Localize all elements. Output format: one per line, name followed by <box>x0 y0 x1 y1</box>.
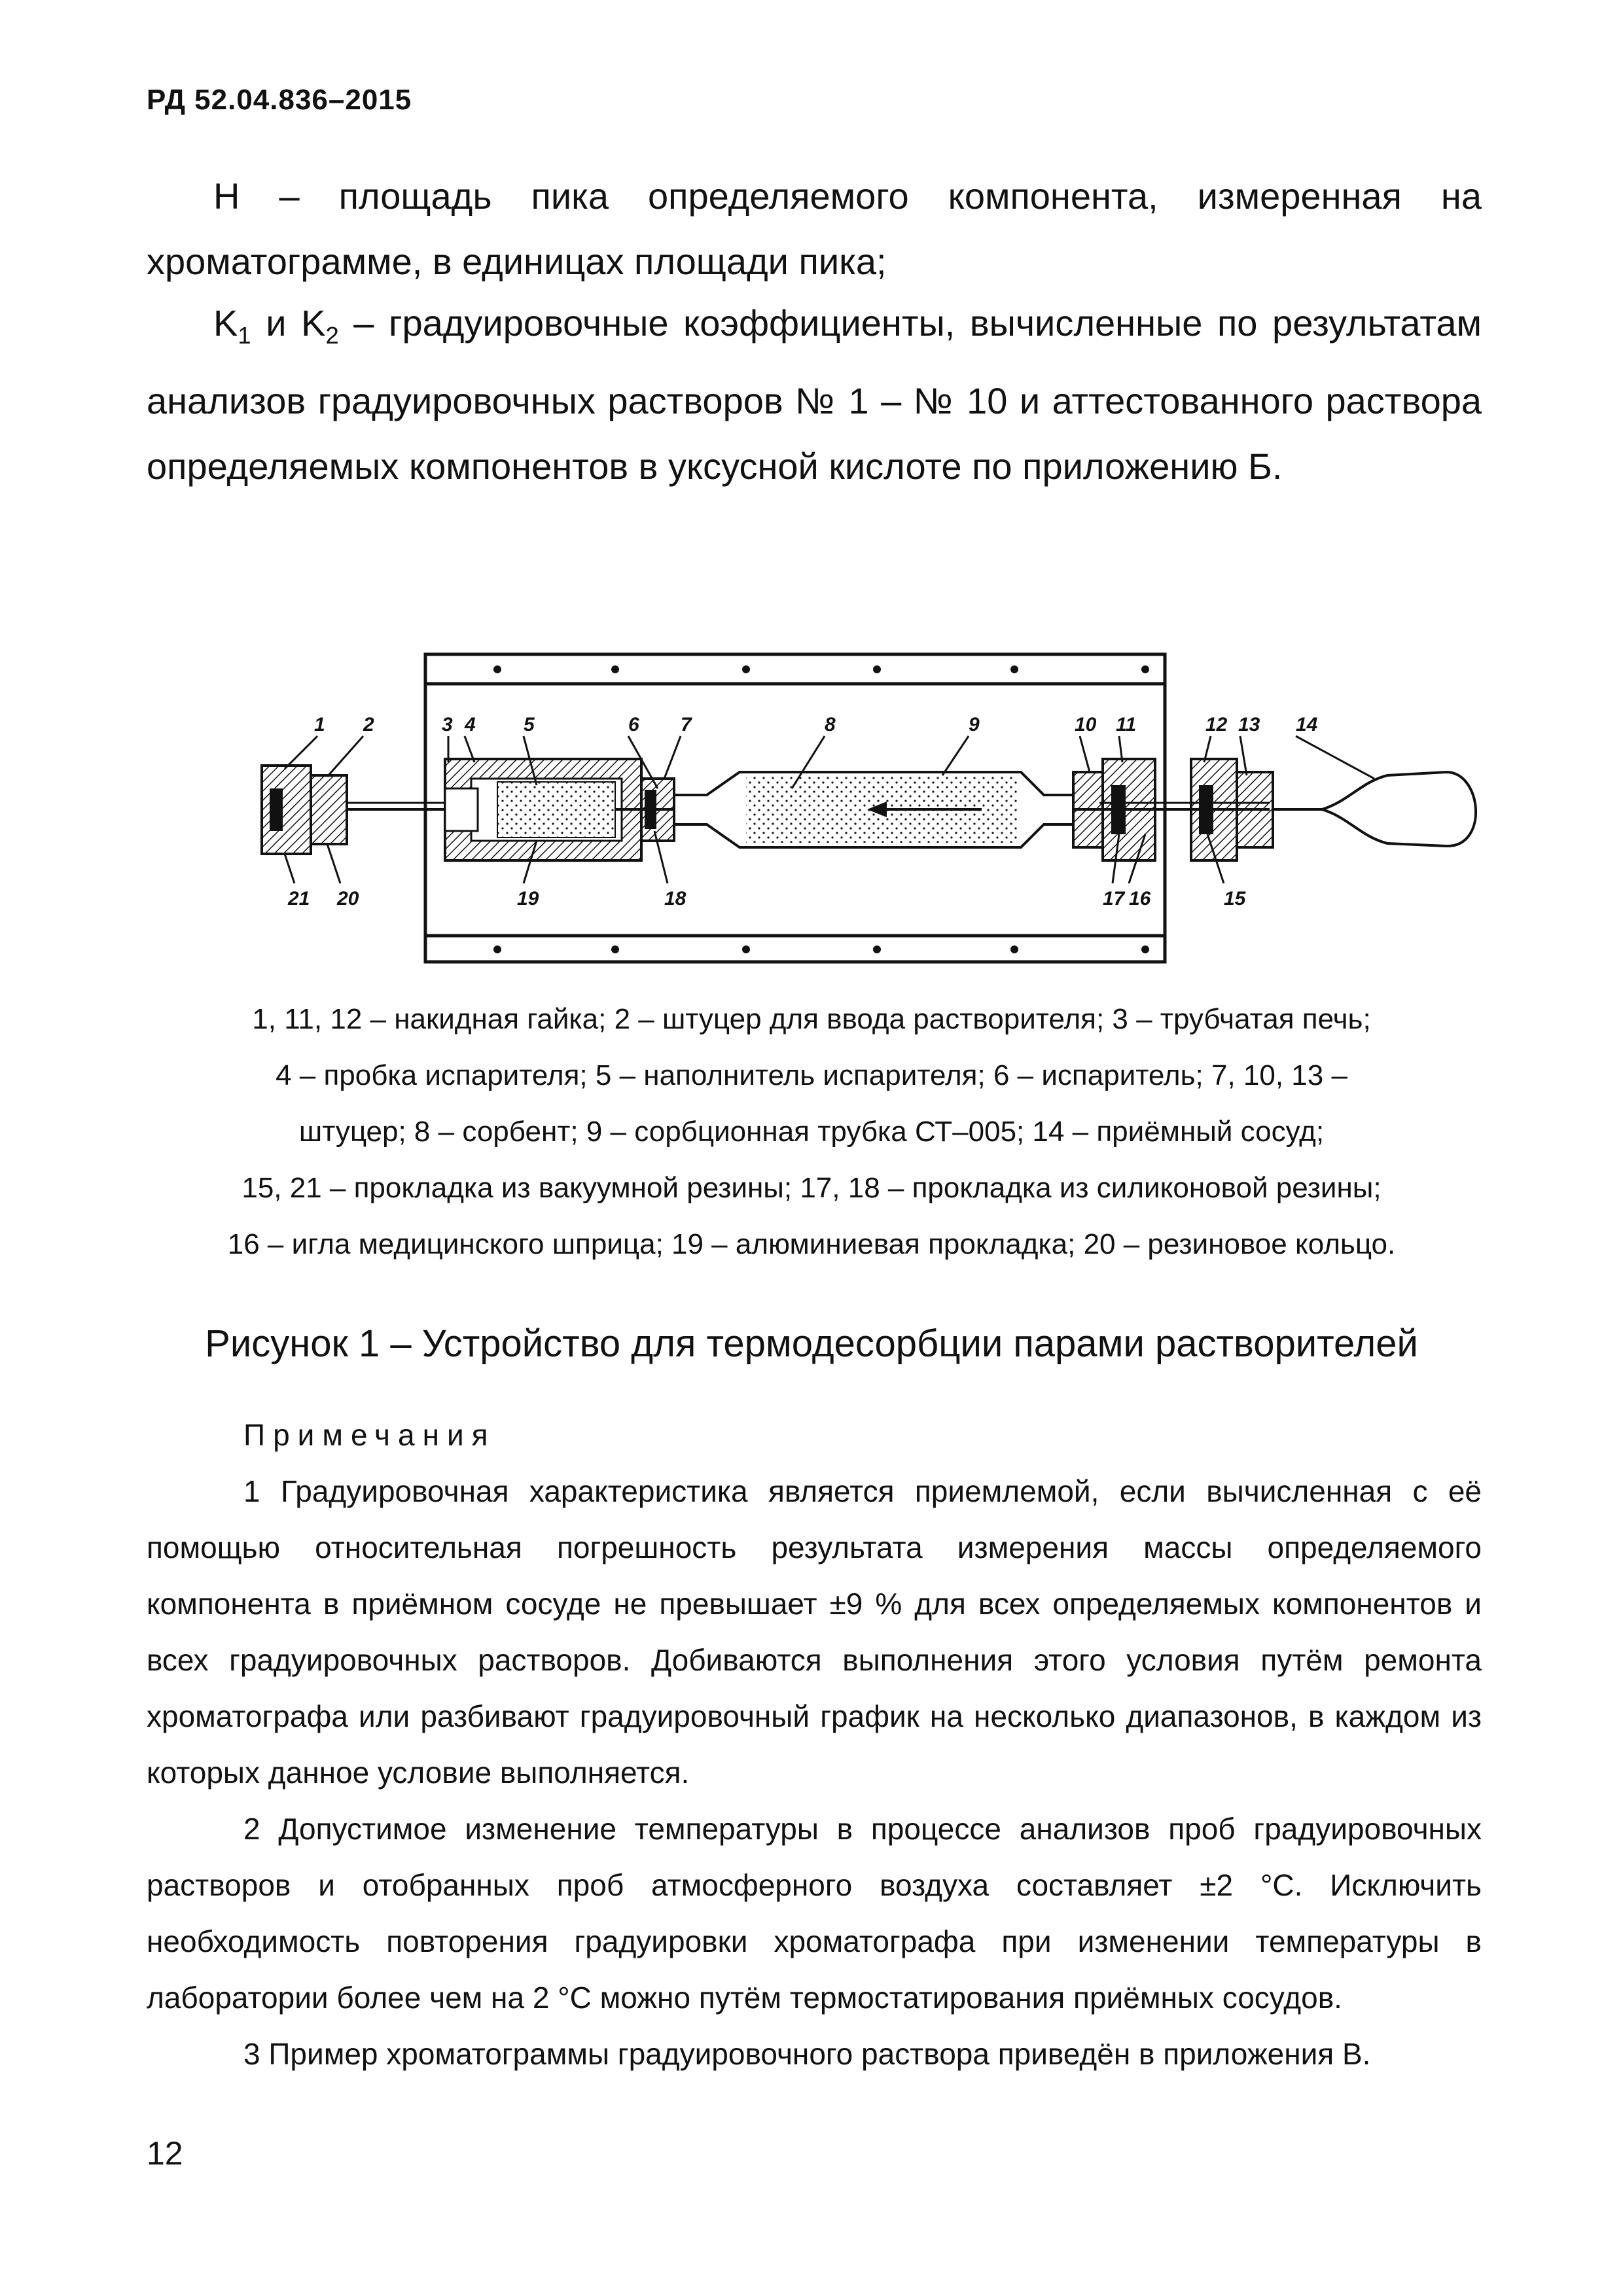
label-20: 20 <box>337 888 359 910</box>
label-5: 5 <box>524 714 535 735</box>
k-definition-text: – градуировочные коэффициенты, вычисленные по результатам анализов градуировочных растворов № 1 – № 10 и аттестованного раствора определяемых компонентов в уксусной кислоте по приложению Б. <box>147 302 1482 487</box>
label-17: 17 <box>1103 888 1125 910</box>
legend-line: 15, 21 – прокладка из вакуумной резины; 17, 18 – прокладка из силиконовой резины; <box>241 1172 1382 1204</box>
receiver-vessel-assembly <box>1191 759 1476 860</box>
label-19: 19 <box>517 888 539 910</box>
label-14: 14 <box>1296 714 1318 735</box>
label-6: 6 <box>628 714 639 735</box>
label-21: 21 <box>288 888 310 910</box>
legend-line: штуцер; 8 – сорбент; 9 – сорбционная трубка СТ–005; 14 – приёмный сосуд; <box>298 1116 1325 1148</box>
label-18: 18 <box>664 888 687 910</box>
label-15: 15 <box>1224 888 1246 910</box>
label-4: 4 <box>465 714 476 735</box>
legend-line: 1, 11, 12 – накидная гайка; 2 – штуцер для ввода растворителя; 3 – трубчатая печь; <box>252 1003 1371 1035</box>
k-symbol: K <box>213 302 238 344</box>
label-13: 13 <box>1238 714 1260 735</box>
note-item: 3 Пример хроматограммы градуировочного раствора приведён в приложения В. <box>243 2037 1371 2071</box>
label-12: 12 <box>1205 714 1228 735</box>
thermodesorption-device-diagram <box>249 638 1492 978</box>
left-nut-assembly <box>262 766 458 854</box>
figure-title: Рисунок 1 – Устройство для термодесорбции парами растворителей <box>205 1322 1418 1365</box>
label-2: 2 <box>363 714 374 735</box>
legend-line: 16 – игла медицинского шприца; 19 – алюминиевая прокладка; 20 – резиновое кольцо. <box>227 1228 1396 1260</box>
notes-heading: Примечания <box>243 1418 496 1452</box>
note-item: 1 Градуировочная характеристика является приемлемой, если вычисленная с её помощью относительная погрешность результата измерения массы определяемого компонента в приёмном сосуде не превышает ±9 % для всех определяемых компонентов и всех градуировочных растворов. Добиваются выполнения этого условия путём ремонта хроматографа или разбивают градуировочный график на несколько диапазонов, в каждом из которых данное условие выполняется. <box>147 1474 1482 1790</box>
label-7: 7 <box>681 714 692 735</box>
notes-section <box>147 1407 1482 2082</box>
k1-subscript: 1 <box>238 322 251 349</box>
figure-legend <box>131 991 1492 1273</box>
k2-symbol: и K <box>251 302 326 344</box>
evaporator <box>445 759 694 860</box>
sorption-tube <box>674 772 1073 847</box>
note-item: 2 Допустимое изменение температуры в процессе анализов проб градуировочных растворов и отобранных проб атмосферного воздуха составляет ±2 °С. Исключить необходимость повторения градуировки хроматографа при изменении температуры в лаборатории более чем на 2 °С можно путём термостатирования приёмных сосудов. <box>147 1812 1482 2015</box>
label-8: 8 <box>825 714 836 735</box>
k2-subscript: 2 <box>325 322 339 349</box>
label-3: 3 <box>442 714 453 735</box>
legend-line: 4 – пробка испарителя; 5 – наполнитель испарителя; 6 – испаритель; 7, 10, 13 – <box>276 1059 1347 1091</box>
document-code: РД 52.04.836–2015 <box>147 84 412 116</box>
paragraph-h-definition: Н – площадь пика определяемого компонента, измеренная на хроматограмме, в единицах площади пика; <box>147 175 1482 282</box>
label-1: 1 <box>314 714 325 735</box>
label-10: 10 <box>1075 714 1097 735</box>
page-number: 12 <box>147 2135 183 2172</box>
paragraph-k-definition <box>147 291 1482 499</box>
label-11: 11 <box>1116 714 1137 735</box>
label-9: 9 <box>969 714 980 735</box>
label-16: 16 <box>1129 888 1151 910</box>
